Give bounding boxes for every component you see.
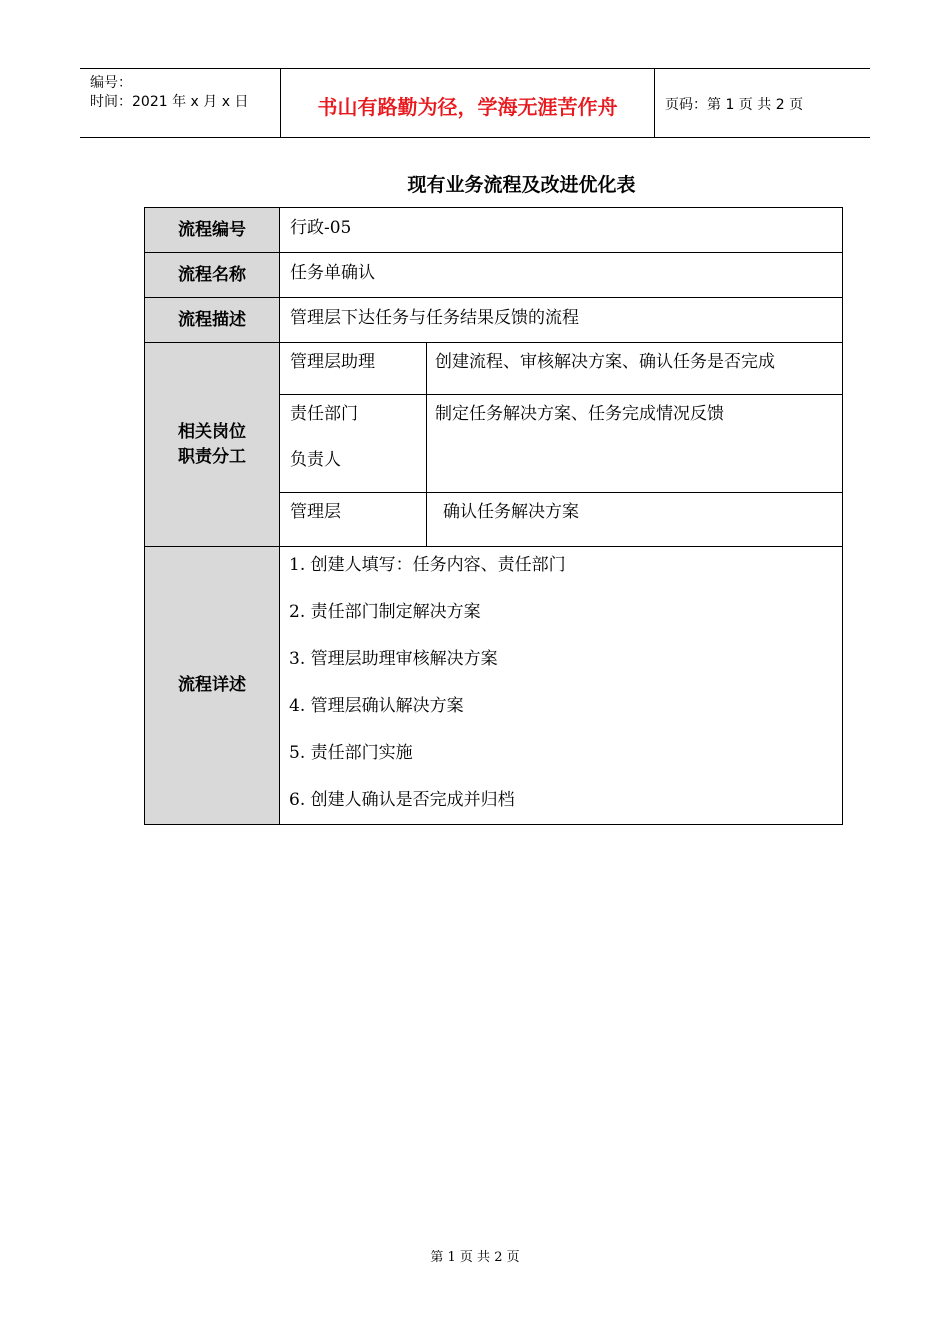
details-label: 流程详述: [145, 547, 280, 824]
role-duty: 创建流程、审核解决方案、确认任务是否完成: [435, 352, 775, 372]
row-divider: [145, 252, 842, 253]
process-step: 3. 管理层助理审核解决方案: [289, 649, 498, 669]
role-duty: 制定任务解决方案、任务完成情况反馈: [435, 404, 724, 424]
process-no-label: 流程编号: [145, 208, 280, 253]
header-page-cell: [655, 69, 870, 137]
number-label: 编号：: [90, 75, 132, 91]
header-motto-cell: [280, 69, 655, 137]
page-footer: 第 1 页 共 2 页: [430, 1250, 520, 1265]
role-name-line2: 负责人: [290, 450, 341, 470]
role-name-line1: 责任部门: [290, 404, 358, 424]
process-no-value: 行政-05: [290, 218, 352, 238]
process-desc-value: 管理层下达任务与任务结果反馈的流程: [290, 308, 579, 328]
column-divider: [426, 343, 427, 547]
row-divider: [145, 342, 842, 343]
process-step: 4. 管理层确认解决方案: [289, 696, 464, 716]
roles-label-line2: 职责分工: [178, 447, 246, 467]
process-table: [144, 207, 843, 825]
role-name: 管理层助理: [290, 352, 375, 372]
row-divider: [280, 394, 842, 395]
process-step: 2. 责任部门制定解决方案: [289, 602, 481, 622]
process-step: 6. 创建人确认是否完成并归档: [289, 790, 515, 810]
role-name: 管理层: [290, 502, 341, 522]
header-meta-cell: [80, 69, 280, 137]
row-divider: [280, 492, 842, 493]
roles-label: [145, 343, 280, 547]
motto-text: 书山有路勤为径，学海无涯苦作舟: [317, 95, 618, 119]
process-step: 5. 责任部门实施: [289, 743, 413, 763]
process-name-label: 流程名称: [145, 253, 280, 298]
roles-label-line1: 相关岗位: [178, 422, 246, 442]
page-info: 页码：第 1 页 共 2 页: [665, 97, 804, 113]
role-duty: 确认任务解决方案: [443, 502, 579, 522]
page-header: [80, 68, 870, 138]
time-label: 时间：2021 年 x 月 x 日: [90, 94, 249, 110]
row-divider: [145, 546, 842, 547]
process-name-value: 任务单确认: [290, 263, 375, 283]
row-divider: [145, 297, 842, 298]
process-step: 1. 创建人填写：任务内容、责任部门: [289, 555, 566, 575]
document-title: 现有业务流程及改进优化表: [407, 174, 636, 196]
process-desc-label: 流程描述: [145, 298, 280, 343]
